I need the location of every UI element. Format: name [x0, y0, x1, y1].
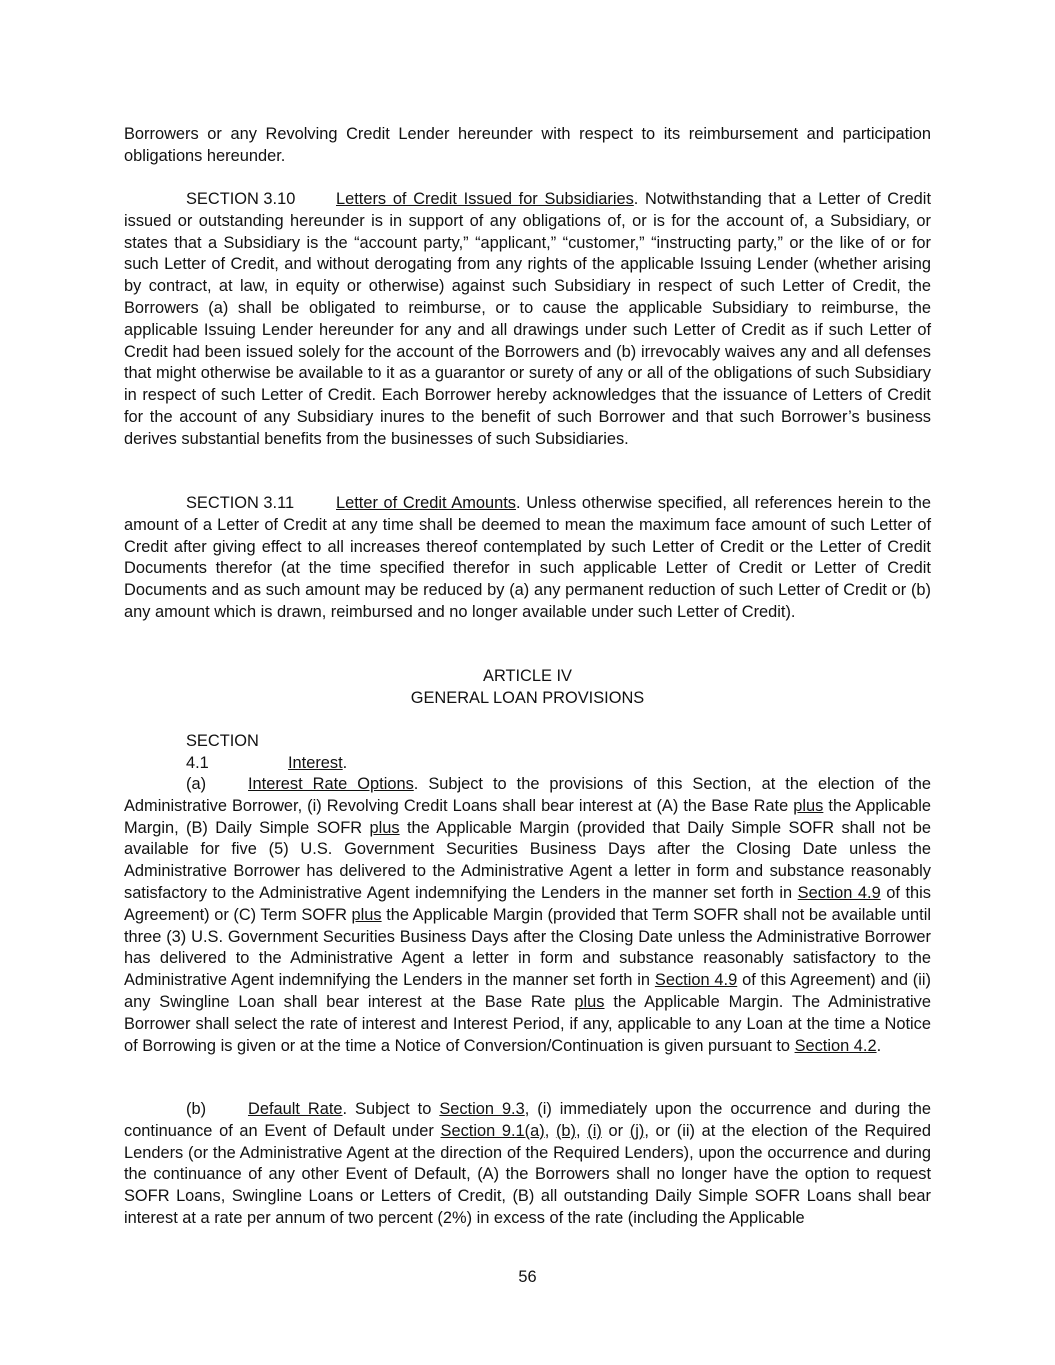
section-number: SECTION 4.1	[186, 732, 259, 772]
paragraph-title: Default Rate	[248, 1100, 343, 1118]
text-run: of this Agreement) or (C) Term SOFR	[124, 883, 931, 924]
text-run: ,	[544, 1121, 556, 1140]
section-body: . Unless otherwise specified, all references herein to the amount of a Letter of Credit at any time shall be deemed to mean the maximum face amount of such Letter of Credit after giving effect to all increases thereof contemplated by such Letter of Credit or the Letter of Credit Documents therefor (at the time specified therefor in such applicable Letter of Credit or Letter of Credit Documents and as such amount may be reduced by (a) any permanent reduction of such Letter of Credit or (b) any amount which is drawn, reimbursed and no longer available under such Letter of Credit).	[124, 494, 931, 621]
paragraph-a	[124, 774, 931, 1057]
plus-term: plus	[793, 796, 824, 815]
text-run: or	[601, 1121, 630, 1140]
section-title: Letter of Credit Amounts	[336, 494, 516, 512]
continuation-paragraph: Borrowers or any Revolving Credit Lender hereunder with respect to its reimbursement and participation obligations hereunder.	[124, 125, 931, 165]
section-4-1-heading	[124, 731, 931, 775]
text-run: the Applicable Margin, (B) Daily Simple SOFR	[124, 796, 931, 837]
text-run: , (i) immediately upon the occurrence and during the continuance of an Event of Default under	[124, 1100, 932, 1140]
section-title: Letters of Credit Issued for Subsidiaries	[336, 190, 634, 208]
section-reference[interactable]: (j)	[629, 1121, 645, 1140]
section-reference[interactable]: (b)	[555, 1121, 576, 1140]
plus-term: plus	[574, 992, 605, 1011]
section-number: SECTION 3.10	[186, 190, 296, 208]
section-number: SECTION 3.11	[186, 494, 295, 512]
section-reference[interactable]: Section 4.9	[654, 971, 738, 990]
text-run: . Subject to	[342, 1100, 440, 1118]
paragraph-label: (a)	[186, 775, 207, 793]
section-reference[interactable]: Section 9.3	[439, 1100, 525, 1118]
text-run: . Subject to the provisions of this Section, at the election of the Administrative Borrower, (i) Revolving Credit Loans shall bear interest at (A) the Base Rate	[124, 775, 931, 815]
text-run: the Applicable Margin (provided that Term SOFR shall not be available until three (3) U.S. Government Securities Business Days after the Closing Date unless the Administrative Borrower has delivered to the Administrative Agent a letter in form and substance reasonably satisfactory to the Administrative Agent indemnifying the Lenders in the manner set forth in	[124, 905, 932, 990]
section-reference[interactable]: Section 4.2	[794, 1036, 877, 1055]
paragraph-b	[124, 1099, 931, 1230]
section-body: . Notwithstanding that a Letter of Credit issued or outstanding hereunder is in support of any obligations of, or is for the account of, a Subsidiary, or states that a Subsidiary is the “account party,” “applicant,” “customer,” “instructing party,” or the like of or for such Letter of Credit, and without derogating from any rights of the applicable Issuing Lender (whether arising by contract, at law, in equity or otherwise) against such Subsidiary in respect of such Letter of Credit, the Borrowers (a) shall be obligated to reimburse, or to cause the applicable Subsidiary to reimburse, the applicable Issuing Lender hereunder for any and all drawings under such Letter of Credit as if such Letter of Credit had been issued solely for the account of the Borrowers and (b) irrevocably waives any and all defenses that might otherwise be available to it as a guarantor or surety of any or all of the obligations of such Subsidiary in respect of such Letter of Credit. Each Borrower hereby acknowledges that the issuance of Letters of Credit for the account of any Subsidiary inures to the benefit of such Borrower and that such Borrower’s business derives substantial benefits from the businesses of such Subsidiaries.	[124, 190, 931, 448]
text-run: , or (ii) at the election of the Required Lenders (or the Administrative Agent at the direction of the Required Lenders), upon the occurrence and during the continuance of any other Event of Default, (A) the Borrowers shall no longer have the option to request SOFR Loans, Swingline Loans or Letters of Credit, (B) all outstanding Daily Simple SOFR Loans shall bear interest at a rate per annum of two percent (2%) in excess of the rate (including the Applicable	[124, 1121, 932, 1227]
page-number: 56	[518, 1268, 537, 1286]
paragraph-title: Interest Rate Options	[248, 775, 414, 793]
plus-term: plus	[351, 905, 382, 924]
text-run: the Applicable Margin (provided that Daily Simple SOFR shall not be available for five (5) U.S. Government Securities Business Days after the Closing Date unless the Administrative Borrower has delivered to the Administrative Agent a letter in form and substance reasonably satisfactory to the Administrative Agent indemnifying the Lenders in the manner set forth in	[124, 818, 931, 902]
section-reference[interactable]: (i)	[587, 1121, 602, 1140]
section-reference[interactable]: Section 4.9	[797, 883, 881, 902]
paragraph-label: (b)	[186, 1100, 207, 1118]
section-title: Interest	[288, 753, 343, 772]
text-run: ,	[575, 1121, 588, 1140]
section-3-11-paragraph	[124, 493, 931, 624]
text-run: .	[876, 1036, 882, 1055]
plus-term: plus	[369, 818, 400, 837]
text-run: of this Agreement) and (ii) any Swingline Loan shall bear interest at the Base Rate	[124, 971, 931, 1011]
section-3-10-paragraph	[124, 189, 931, 451]
section-punct: .	[342, 753, 348, 772]
section-reference[interactable]: Section 9.1(a)	[440, 1121, 545, 1140]
text-run: the Applicable Margin. The Administrative Borrower shall select the rate of interest and Interest Period, if any, applicable to any Loan at the time a Notice of Borrowing is given or at the time a Notice of Conversion/Continuation is given pursuant to	[124, 992, 931, 1055]
article-number: ARTICLE IV	[483, 667, 572, 685]
article-title: GENERAL LOAN PROVISIONS	[410, 689, 645, 707]
